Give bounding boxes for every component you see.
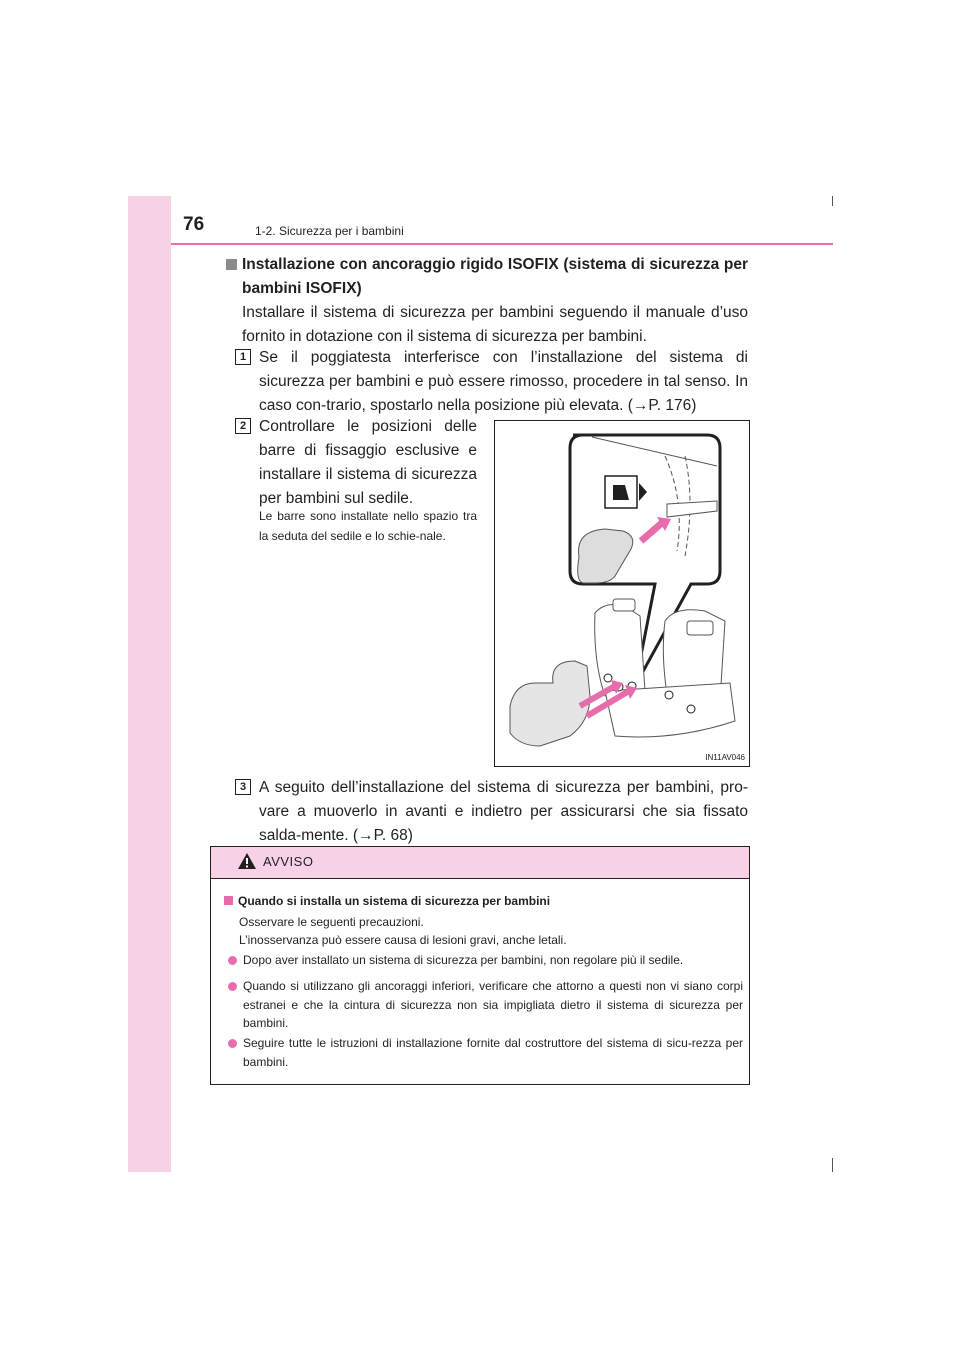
bullet-dot-icon — [228, 1039, 237, 1048]
section-title: 1-2. Sicurezza per i bambini — [255, 224, 404, 238]
subheading-square-icon — [224, 896, 233, 905]
warning-header — [211, 847, 749, 879]
page-number: 76 — [183, 214, 205, 235]
bullet-dot-icon — [228, 982, 237, 991]
header-rule — [171, 243, 833, 245]
bullet-dot-icon — [228, 956, 237, 965]
crop-mark — [832, 1158, 833, 1172]
warning-bullet-3: Seguire tutte le istruzioni di installazione fornite dal costruttore del sistema di sicu-rezza per bambini. — [243, 1036, 743, 1069]
side-tab-bar — [128, 196, 171, 1172]
crop-mark — [832, 196, 833, 206]
step-1-text: Se il poggiatesta interferisce con l’installazione del sistema di sicurezza per bambini e può essere rimosso, procedere in tal senso. In caso con-trario, spostarlo nella posizione più elevata. (→P. 176) — [259, 349, 748, 414]
step-number-2: 2 — [235, 418, 251, 434]
warning-title: AVVISO — [263, 854, 314, 869]
heading-square-icon — [226, 259, 237, 270]
warning-bullet-2: Quando si utilizzano gli ancoraggi inferiori, verificare che attorno a questi non vi siano corpi estranei e che la cintura di sicurezza non sia impigliata dietro il sistema di sicurezza per bambini. — [243, 979, 743, 1030]
warning-intro-1: Osservare le seguenti precauzioni. — [239, 915, 424, 929]
step-number-3: 3 — [235, 779, 251, 795]
warning-intro-2: L’inosservanza può essere causa di lesioni gravi, anche letali. — [239, 933, 567, 947]
isofix-illustration — [495, 421, 749, 766]
step-2-text: Controllare le posizioni delle barre di fissaggio esclusive e installare il sistema di sicurezza per bambini sul sedile. — [259, 418, 477, 507]
step-3-text: A seguito dell’installazione del sistema di sicurezza per bambini, pro-vare a muoverlo in avanti e indietro per assicurarsi che sia fissato salda-mente. (→P. 68) — [259, 779, 748, 844]
warning-subheading: Quando si installa un sistema di sicurezza per bambini — [224, 892, 739, 911]
figure-code: IN11AV046 — [705, 753, 745, 762]
intro-paragraph: Installare il sistema di sicurezza per bambini seguendo il manuale d’uso fornito in dotazione con il sistema di sicurezza per bambini. — [242, 304, 748, 345]
isofix-figure — [494, 420, 750, 767]
warning-box — [210, 846, 750, 1085]
warning-triangle-icon — [237, 852, 257, 870]
step-number-1: 1 — [235, 349, 251, 365]
warning-bullet-1: Dopo aver installato un sistema di sicurezza per bambini, non regolare più il sedile. — [243, 953, 684, 967]
step-2-note: Le barre sono installate nello spazio tra la seduta del sedile e lo schie-nale. — [259, 509, 477, 543]
section-heading: Installazione con ancoraggio rigido ISOFIX (sistema di sicurezza per bambini ISOFIX) — [226, 253, 748, 301]
